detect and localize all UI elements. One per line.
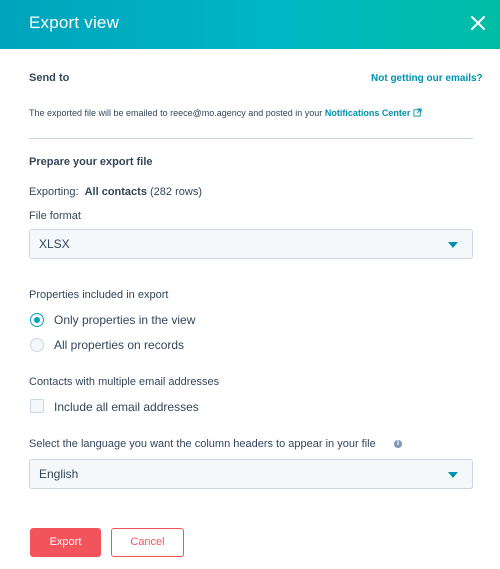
exporting-summary: [29, 186, 202, 198]
file-format-select[interactable]: [29, 229, 473, 259]
send-to-label: Send to: [29, 72, 70, 84]
language-select[interactable]: [29, 459, 473, 489]
exporting-label: Exporting:: [29, 186, 79, 198]
exporting-count: (282 rows): [150, 186, 202, 198]
properties-label: Properties included in export: [29, 289, 169, 301]
prepare-heading: [29, 156, 153, 168]
send-to-description-text: The exported file will be emailed to reece@mo.agency and posted in your: [29, 108, 323, 118]
include-emails-checkbox-label[interactable]: Include all email addresses: [54, 400, 199, 414]
language-label: Select the language you want the column headers to appear in your file: [29, 438, 376, 450]
radio-only-view-properties[interactable]: [30, 313, 44, 327]
prepare-heading-text: Prepare your export file: [29, 156, 153, 168]
file-format-value: XLSX: [39, 237, 70, 251]
radio-all-properties[interactable]: [30, 338, 44, 352]
language-value: English: [39, 467, 79, 481]
close-icon: [468, 13, 488, 33]
cancel-button[interactable]: Cancel: [111, 528, 184, 557]
file-format-label: File format: [29, 210, 81, 222]
radio-all-properties-label[interactable]: All properties on records: [54, 338, 185, 352]
radio-only-view-properties-label[interactable]: Only properties in the view: [54, 313, 196, 327]
dialog-title: Export view: [29, 13, 120, 32]
section-divider: [29, 138, 473, 139]
close-button[interactable]: [468, 13, 488, 33]
info-icon[interactable]: i: [394, 440, 402, 448]
chevron-down-icon: [448, 472, 458, 478]
dialog-header: [0, 0, 500, 49]
not-getting-emails-link[interactable]: Not getting our emails?: [371, 73, 483, 84]
export-button[interactable]: Export: [30, 528, 101, 557]
notifications-center-link[interactable]: Notifications Center: [324, 108, 411, 118]
include-emails-checkbox[interactable]: [30, 399, 44, 413]
multiple-emails-label: Contacts with multiple email addresses: [29, 376, 220, 388]
chevron-down-icon: [448, 242, 458, 248]
send-to-description: [29, 108, 422, 118]
external-link-icon: [413, 108, 422, 117]
exporting-value: All contacts: [84, 186, 147, 198]
